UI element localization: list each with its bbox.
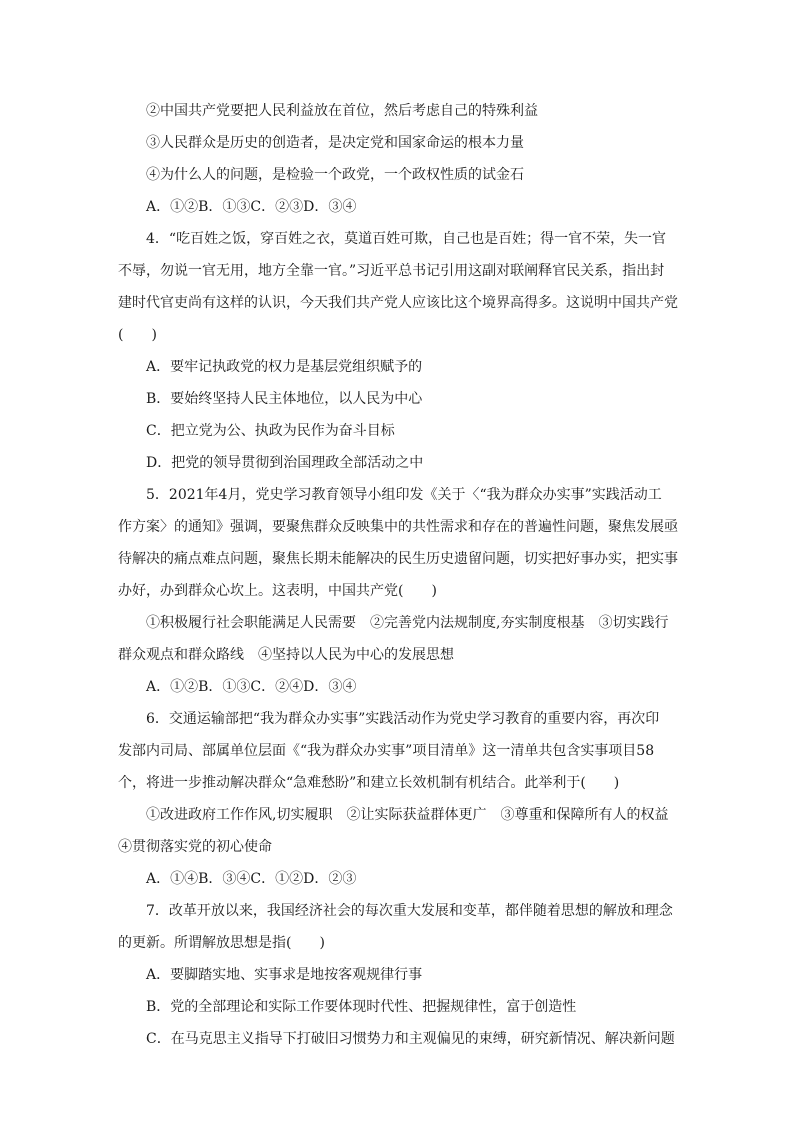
document-page bbox=[118, 101, 678, 1061]
q6-stem-line-3: 个，将进一步推动解决群众“急难愁盼”和建立长效机制有机结合。此举利于( ) bbox=[118, 775, 620, 791]
q5-statements-line-1: ①积极履行社会职能满足人民需要 ②完善党内法规制度,夯实制度根基 ③切实践行 bbox=[146, 615, 669, 631]
q7-option-a: A．要脚踏实地、实事求是地按客观规律行事 bbox=[146, 967, 423, 983]
q6-stem-line-2: 发部内司局、部属单位层面《“我为群众办实事”项目清单》这一清单共包含实事项目58 bbox=[118, 743, 655, 759]
q6-statements-line-2: ④贯彻落实党的初心使命 bbox=[118, 839, 272, 855]
q3-answer-options: A．①②B．①③C．②③D．③④ bbox=[146, 199, 357, 215]
q3-statement-2: ②中国共产党要把人民利益放在首位，然后考虑自己的特殊利益 bbox=[146, 103, 538, 119]
q5-stem-line-3: 待解决的痛点难点问题，聚焦长期未能解决的民生历史遗留问题，切实把好事办实，把实事 bbox=[118, 551, 678, 567]
q3-statement-4: ④为什么人的问题，是检验一个政党，一个政权性质的试金石 bbox=[146, 167, 524, 183]
q7-option-c: C．在马克思主义指导下打破旧习惯势力和主观偏见的束缚，研究新情况、解决新问题 bbox=[146, 1031, 675, 1047]
q4-stem-line-2: 不辱，勿说一官无用，地方全靠一官。”习近平总书记引用这副对联阐释官民关系，指出封 bbox=[118, 263, 665, 279]
q6-answer-options: A．①④B．③④C．①②D．②③ bbox=[146, 871, 357, 887]
q5-stem-line-1: 5．2021年4月，党史学习教育领导小组印发《关于〈“我为群众办实事”实践活动工 bbox=[146, 487, 662, 503]
q6-stem-line-1: 6．交通运输部把“我为群众办实事”实践活动作为党史学习教育的重要内容，再次印 bbox=[146, 711, 660, 727]
q5-statements-line-2: 群众观点和群众路线 ④坚持以人民为中心的发展思想 bbox=[118, 647, 454, 663]
q4-stem-line-3: 建时代官吏尚有这样的认识，今天我们共产党人应该比这个境界高得多。这说明中国共产党 bbox=[118, 295, 678, 311]
q5-stem-line-4: 办好，办到群众心坎上。这表明，中国共产党( ) bbox=[118, 583, 437, 599]
q4-answer-blank: ( ) bbox=[118, 327, 157, 343]
q3-statement-3: ③人民群众是历史的创造者，是决定党和国家命运的根本力量 bbox=[146, 135, 524, 151]
q4-option-b: B．要始终坚持人民主体地位，以人民为中心 bbox=[146, 391, 423, 407]
q4-option-a: A．要牢记执政党的权力是基层党组织赋予的 bbox=[146, 359, 423, 375]
q4-option-c: C．把立党为公、执政为民作为奋斗目标 bbox=[146, 423, 395, 439]
q7-stem-line-1: 7．改革开放以来，我国经济社会的每次重大发展和变革，都伴随着思想的解放和理念 bbox=[146, 903, 673, 919]
q4-stem-line-1: 4．“吃百姓之饭，穿百姓之衣，莫道百姓可欺，自己也是百姓；得一官不荣，失一官 bbox=[146, 231, 667, 247]
q7-option-b: B．党的全部理论和实际工作要体现时代性、把握规律性，富于创造性 bbox=[146, 999, 577, 1015]
q6-statements-line-1: ①改进政府工作作风,切实履职 ②让实际获益群体更广 ③尊重和保障所有人的权益 bbox=[146, 807, 669, 823]
q5-stem-line-2: 作方案〉的通知》强调，要聚焦群众反映集中的共性需求和存在的普遍性问题，聚焦发展亟 bbox=[118, 519, 678, 535]
q5-answer-options: A．①②B．①③C．②④D．③④ bbox=[146, 679, 357, 695]
q4-option-d: D．把党的领导贯彻到治国理政全部活动之中 bbox=[146, 455, 424, 471]
q7-stem-line-2: 的更新。所谓解放思想是指( ) bbox=[118, 935, 325, 951]
